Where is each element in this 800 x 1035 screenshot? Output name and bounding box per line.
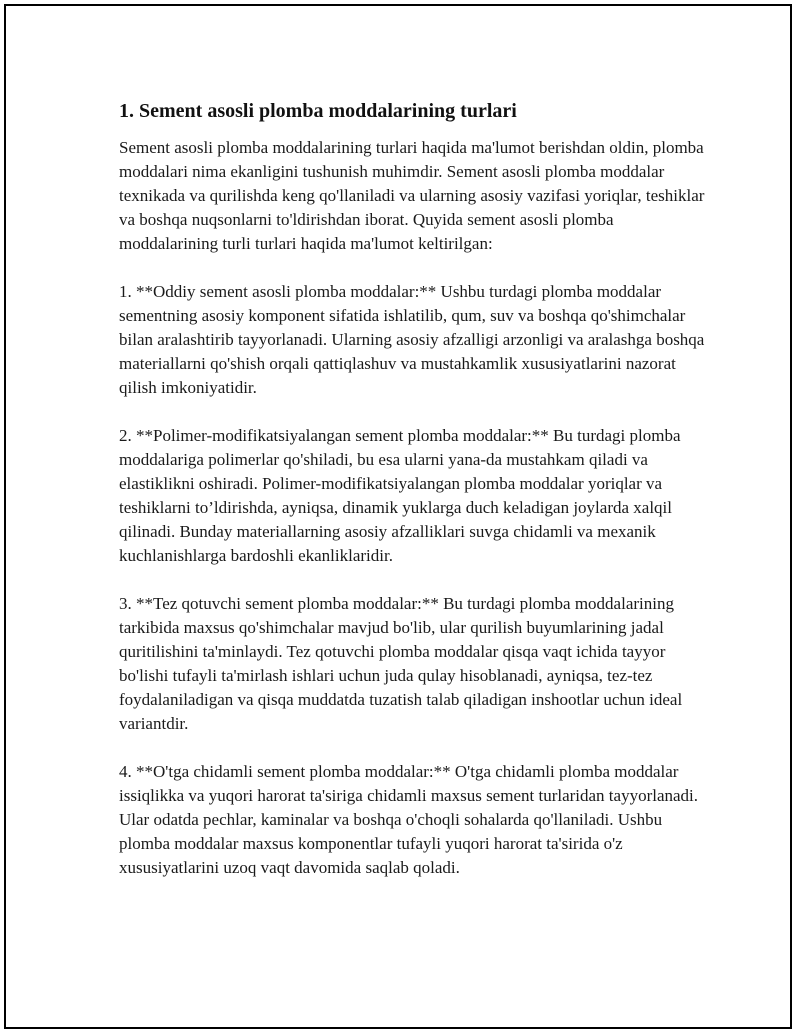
paragraph-polymer-modified: 2. **Polimer-modifikatsiyalangan sement plomba moddalar:** Bu turdagi plomba moddalariga polimerlar qo'shiladi, bu esa ularni yana-da mustahkam qiladi va elastiklikni oshiradi. Polimer-modifikatsiyalangan plomba moddalar yoriqlar va teshiklarni to’ldirishda, ayniqsa, dinamik yuklarga duch keladigan joylarda xalqil qilinadi. Bunday materiallarning asosiy afzalliklari suvga chidamli va mexanik kuchlanishlarga bardoshli ekanliklaridir. <box>119 426 681 565</box>
paragraph-ordinary-cement: 1. **Oddiy sement asosli plomba moddalar:** Ushbu turdagi plomba moddalar sementning asosiy komponent sifatida ishlatilib, qum, suv va boshqa qo'shimchalar bilan aralashtirib tayyorlanadi. Ularning asosiy afzalligi arzonligi va aralashga boshqa materiallarni qo'shish orqali qattiqlashuv va mustahkamlik xususiyatlarini nazorat qilish imkoniyatidir. <box>119 282 705 397</box>
document-body <box>119 98 709 880</box>
section-heading: 1. Sement asosli plomba moddalarining turlari <box>119 100 517 122</box>
page-frame <box>4 4 792 1029</box>
paragraph-fire-resistant: 4. **O'tga chidamli sement plomba moddalar:** O'tga chidamli plomba moddalar issiqlikka va yuqori harorat ta'siriga chidamli maxsus sement turlaridan tayyorlanadi. Ular odatda pechlar, kaminalar va boshqa o'choqli sohalarda qo'llaniladi. Ushbu plomba moddalar maxsus komponentlar tufayli yuqori harorat ta'sirida o'z xususiyatlarini uzoq vaqt davomida saqlab qoladi. <box>119 762 699 877</box>
paragraph-fast-setting: 3. **Tez qotuvchi sement plomba moddalar:** Bu turdagi plomba moddalarining tarkibida maxsus qo'shimchalar mavjud bo'lib, ular qurilish buyumlarining jadal quritilishini ta'minlaydi. Tez qotuvchi plomba moddalar qisqa vaqt ichida tayyor bo'lishi tufayli ta'mirlash ishlari uchun juda qulay hisoblanadi, ayniqsa, tez-tez foydalaniladigan va qisqa muddatda tuzatish talab qiladigan inshootlar uchun ideal variantdir. <box>119 594 683 733</box>
intro-paragraph: Sement asosli plomba moddalarining turlari haqida ma'lumot berishdan oldin, plomba moddalari nima ekanligini tushunish muhimdir. Sement asosli plomba moddalar texnikada va qurilishda keng qo'llaniladi va ularning asosiy vazifasi yoriqlar, teshiklar va boshqa nuqsonlarni to'ldirishdan iborat. Quyida sement asosli plomba moddalarining turli turlari haqida ma'lumot keltirilgan: <box>119 138 705 253</box>
